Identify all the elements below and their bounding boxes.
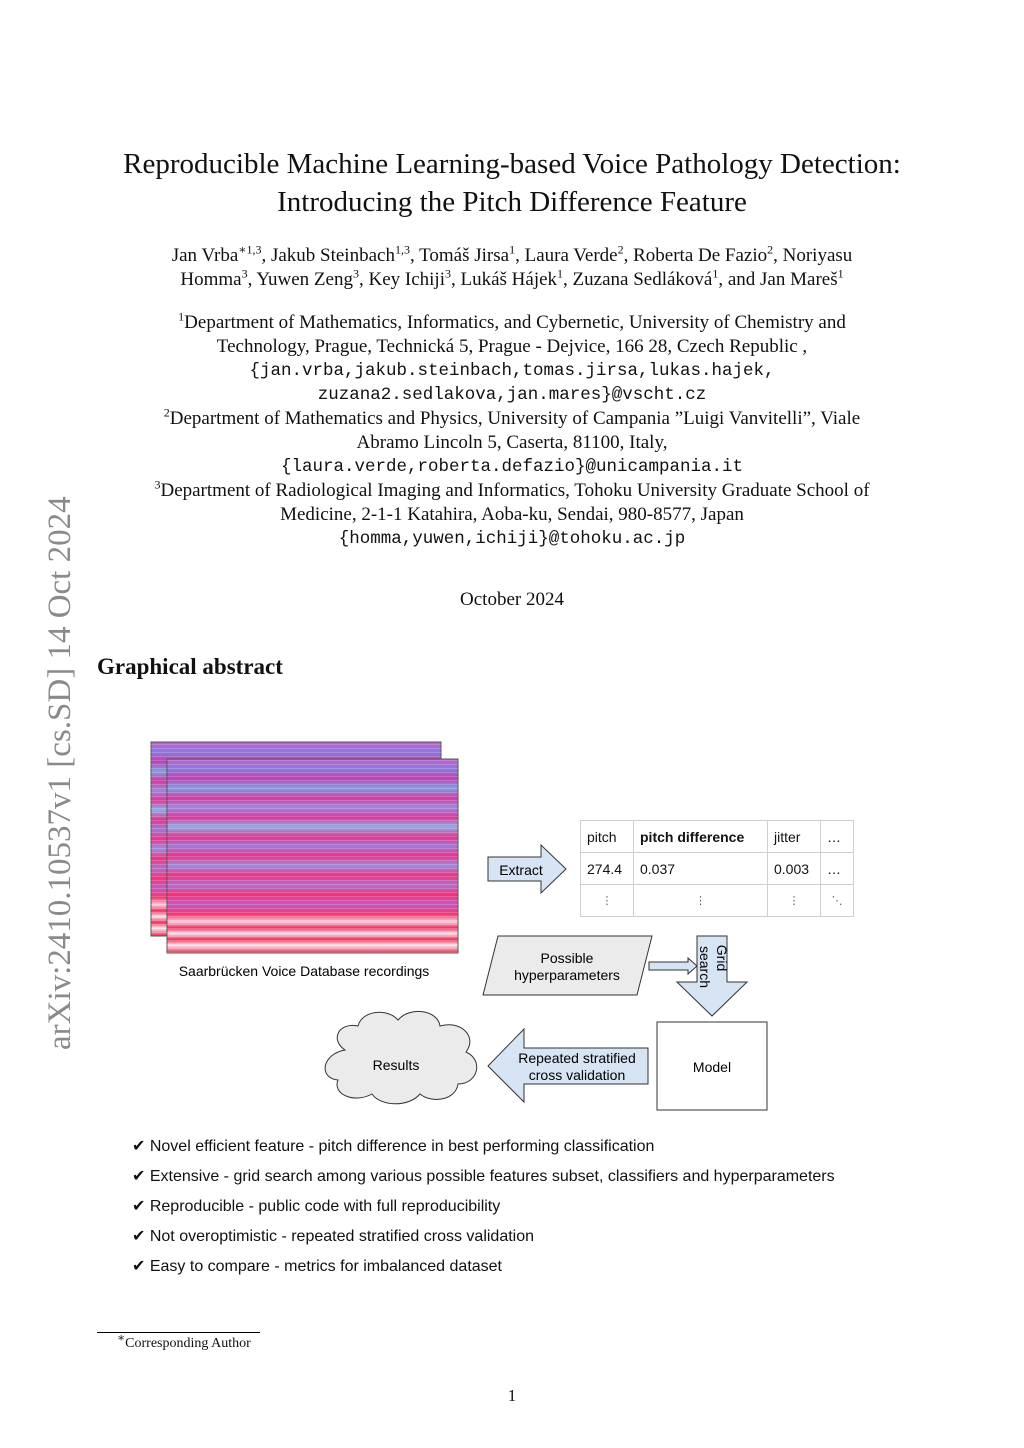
table-row (581, 885, 854, 917)
table-cell: ⋮ (581, 885, 634, 917)
table-header-row (581, 821, 854, 853)
spectrogram-caption: Saarbrücken Voice Database recordings (178, 963, 430, 979)
author-sup: 3 (352, 266, 359, 281)
author-name: , Laura Verde (515, 245, 618, 266)
page-number: 1 (507, 1386, 517, 1405)
table-cell: 0.003 (768, 853, 821, 885)
hyperparameters-label-2: hyperparameters (514, 967, 620, 983)
table-cell: ⋱ (821, 885, 854, 917)
author-sup: 3 (444, 266, 451, 281)
author-name: , Lukáš Hájek (450, 269, 558, 290)
table-row (581, 853, 854, 885)
feature-table (580, 820, 854, 917)
affiliation-3-email: {homma,yuwen,ichiji}@tohoku.ac.jp (338, 529, 686, 549)
affiliation-2-line-1: Department of Mathematics and Physics, University of Campania ”Luigi Vanvitelli”, Viale (169, 408, 861, 429)
affiliation-1-line-2: Technology, Prague, Technická 5, Prague - Dejvice, 166 28, Czech Republic , (216, 336, 808, 357)
author-name: , Jakub Steinbach (261, 245, 395, 266)
footnote-mark: ∗ (117, 1330, 126, 1345)
spectrogram-front (167, 759, 458, 953)
author-sup: ∗1,3 (238, 242, 262, 257)
hyperparameters-label-1: Possible (540, 950, 594, 966)
author-name: , Yuwen Zeng (247, 269, 353, 290)
affiliation-sup: 3 (154, 477, 161, 492)
highlights (132, 1136, 835, 1286)
author-name: , Roberta De Fazio (623, 245, 768, 266)
affiliation-sup: 2 (163, 405, 170, 420)
author-sup: 2 (617, 242, 624, 257)
affiliation-sup: 1 (178, 309, 185, 324)
arxiv-stamp: arXiv:2410.10537v1 [cs.SD] 14 Oct 2024 (42, 496, 78, 1050)
model-label: Model (692, 1059, 732, 1075)
graphical-abstract-heading: Graphical abstract (97, 654, 283, 679)
cross-validation-label-1: Repeated stratified (518, 1050, 636, 1066)
affiliation-3-line-2: Medicine, 2-1-1 Katahira, Aoba-ku, Sendai, 980-8577, Japan (280, 504, 744, 525)
affiliation-1-email-2: zuzana2.sedlakova,jan.mares}@vscht.cz (317, 385, 707, 405)
footnote (117, 1330, 251, 1352)
author-sup: 1,3 (394, 242, 410, 257)
highlight-item: ✔ Not overoptimistic - repeated stratified cross validation (132, 1228, 535, 1245)
table-cell: 274.4 (581, 853, 634, 885)
highlight-item: ✔ Novel efficient feature - pitch difference in best performing classification (132, 1138, 655, 1155)
grid-search-label-1: Grid (714, 944, 730, 972)
table-cell: ⋮ (634, 885, 768, 917)
affiliation-3-line-1: Department of Radiological Imaging and Informatics, Tohoku University Graduate School of (160, 480, 870, 501)
author-name: , Noriyasu (773, 245, 853, 266)
author-sup: 1 (712, 266, 719, 281)
author-name: Jan Vrba (171, 245, 239, 266)
hyperparameters-arrow (649, 958, 697, 974)
results-label: Results (372, 1057, 420, 1073)
author-name: , Key Ichiji (358, 269, 445, 290)
author-name: , Zuzana Sedláková (563, 269, 713, 290)
cross-validation-label-2: cross validation (528, 1067, 626, 1083)
highlight-item: ✔ Easy to compare - metrics for imbalanced dataset (132, 1258, 502, 1275)
footnote-text: Corresponding Author (125, 1336, 251, 1351)
highlight-item: ✔ Reproducible - public code with full reproducibility (132, 1198, 501, 1215)
table-header-cell: … (821, 821, 854, 853)
affiliation-1-line-1: Department of Mathematics, Informatics, and Cybernetic, University of Chemistry and (184, 312, 846, 333)
author-sup: 1 (837, 266, 844, 281)
table-header-cell: pitch (581, 821, 634, 853)
title-line-2: Introducing the Pitch Difference Feature (277, 186, 747, 218)
table-cell: … (821, 853, 854, 885)
table-cell: ⋮ (768, 885, 821, 917)
affiliation-2-line-2: Abramo Lincoln 5, Caserta, 81100, Italy, (356, 432, 668, 453)
affiliation-1-email-1: {jan.vrba,jakub.steinbach,tomas.jirsa,lukas.hajek, (249, 361, 775, 381)
author-name: Homma (180, 269, 242, 290)
table-header-cell: jitter (768, 821, 821, 853)
title-line-1: Reproducible Machine Learning-based Voice Pathology Detection: (123, 148, 901, 180)
author-sup: 3 (241, 266, 248, 281)
highlight-item: ✔ Extensive - grid search among various possible features subset, classifiers and hyperparameters (132, 1168, 835, 1185)
table-header-cell: pitch difference (634, 821, 768, 853)
author-sup: 1 (557, 266, 564, 281)
grid-search-label-2: search (697, 945, 713, 989)
author-sup: 2 (767, 242, 774, 257)
author-name: , and Jan Mareš (718, 269, 838, 290)
table-cell: 0.037 (634, 853, 768, 885)
paper-date: October 2024 (460, 589, 564, 610)
author-name: , Tomáš Jirsa (409, 245, 510, 266)
extract-label: Extract (499, 862, 543, 878)
affiliation-2-email: {laura.verde,roberta.defazio}@unicampania.it (280, 457, 744, 477)
author-sup: 1 (509, 242, 516, 257)
